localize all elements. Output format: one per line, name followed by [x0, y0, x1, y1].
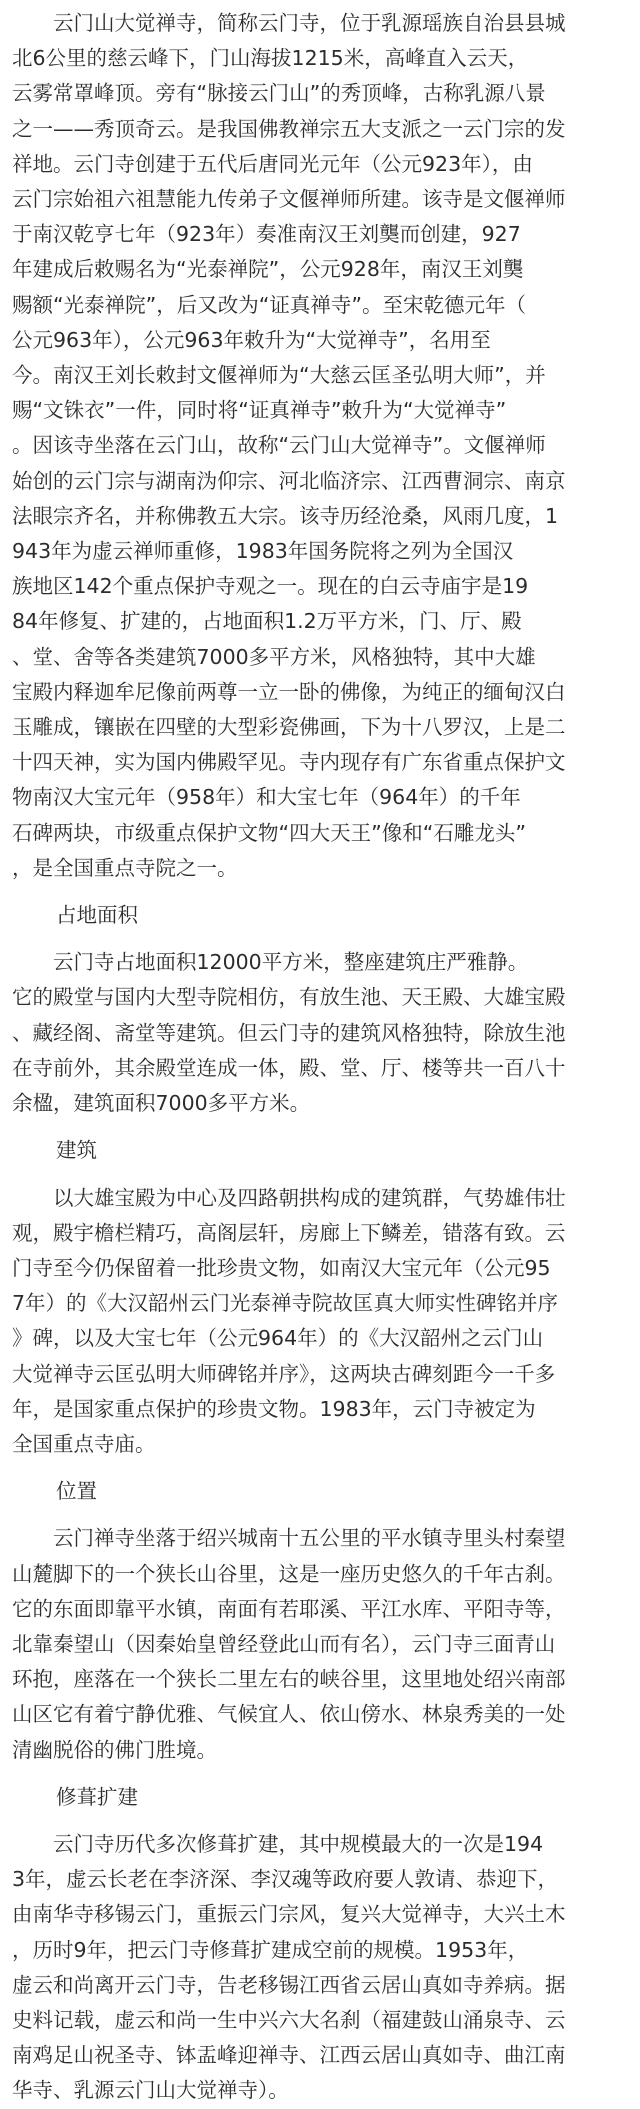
text-line: 云门宗始祖六祖慧能九传弟子文偃禅师所建。该寺是文偃禅师 — [12, 187, 566, 212]
text-line: 于南汉乾亨七年（923年）奏准南汉王刘龑而创建，927 — [12, 222, 521, 247]
text-line: 全国重点寺庙。 — [12, 1431, 156, 1456]
text-line: 祥地。云门寺创建于五代后唐同光元年（公元923年），由 — [12, 151, 533, 176]
text-line: 物南汉大宝元年（958年）和大宝七年（964年）的千年 — [12, 785, 521, 810]
renovation-paragraph — [12, 1827, 628, 2109]
text-line: 山区它有着宁静优雅、气候宜人、依山傍水、林泉秀美的一处 — [12, 1702, 566, 1727]
text-line: 观，殿宇檐栏精巧，高阁层轩，房廊上下鳞差，错落有致。云 — [12, 1220, 566, 1245]
text-line: 门寺至今仍保留着一批珍贵文物，如南汉大宝元年（公元95 — [12, 1255, 551, 1280]
text-line: ，历时9年，把云门寺修葺扩建成空前的规模。1953年， — [12, 1937, 529, 1962]
text-line: 、堂、舍等各类建筑7000多平方米，风格独特，其中大雄 — [12, 644, 536, 669]
text-line: 南鸡足山祝圣寺、钵盂峰迎禅寺、江西云居山真如寺、曲江南 — [12, 2043, 566, 2068]
text-line: 余楹，建筑面积7000多平方米。 — [12, 1091, 311, 1116]
text-line: 族地区142个重点保护寺观之一。现在的白云寺庙宇是19 — [12, 574, 529, 599]
text-line: 、藏经阁、斋堂等建筑。但云门寺的建筑风格独特，除放生池 — [12, 1020, 566, 1045]
text-line: 清幽脱俗的佛门胜境。 — [12, 1737, 217, 1762]
text-line: 石碑两块，市级重点保护文物“四大天王”像和“石雕龙头” — [12, 820, 526, 845]
text-line: 它的殿堂与国内大型寺院相仿，有放生池、天王殿、大雄宝殿 — [12, 985, 566, 1010]
text-line: 以大雄宝殿为中心及四路朝拱构成的建筑群，气势雄伟壮 — [12, 1185, 566, 1210]
text-line: 始创的云门宗与湖南沩仰宗、河北临济宗、江西曹洞宗、南京 — [12, 468, 566, 493]
section-heading-area: 占地面积 — [56, 903, 138, 928]
text-line: 华寺、乳源云门山大觉禅寺）。 — [12, 2078, 289, 2103]
text-line: 史料记载，虚云和尚一生中兴六大名刹（福建鼓山涌泉寺、云 — [12, 2007, 566, 2032]
text-line: 法眼宗齐名，并称佛教五大宗。该寺历经沧桑，风雨几度，1 — [12, 503, 559, 528]
text-line: 943年为虚云禅师重修，1983年国务院将之列为全国汉 — [12, 539, 514, 564]
text-line: 之一——秀顶奇云。是我国佛教禅宗五大支派之一云门宗的发 — [12, 116, 566, 141]
section-heading-architecture: 建筑 — [56, 1138, 97, 1163]
area-paragraph — [12, 945, 628, 1121]
section-heading-location: 位置 — [56, 1479, 97, 1504]
text-line: 大觉禅寺云匡弘明大师碑铭并序》，这两块古碑刻距今一千多 — [12, 1361, 556, 1386]
text-line: 赐“文铢衣”一件，同时将“证真禅寺”敕升为“大觉禅寺” — [12, 398, 507, 423]
architecture-paragraph — [12, 1181, 628, 1463]
text-line: 由南华寺移锡云门，重振云门宗风，复兴大觉禅寺，大兴土木 — [12, 1902, 566, 1927]
text-line: 北6公里的慈云峰下，门山海拔1215米，高峰直入云天， — [12, 46, 529, 71]
text-line: 虚云和尚离开云门寺，告老移锡江西省云居山真如寺养病。据 — [12, 1972, 566, 1997]
text-line: 在寺前外，其余殿堂连成一体，殿、堂、厅、楼等共一百八十 — [12, 1055, 566, 1080]
text-line: 赐额“光泰禅院”，后又改为“证真禅寺”。至宋乾德元年（ — [12, 292, 526, 317]
text-line: 云雾常罩峰顶。旁有“脉接云门山”的秀顶峰，古称乳源八景 — [12, 81, 546, 106]
text-line: 十四天神，实为国内佛殿罕见。寺内现存有广东省重点保护文 — [12, 750, 566, 775]
text-line: 云门山大觉禅寺，简称云门寺，位于乳源瑶族自治县县城 — [12, 11, 566, 35]
text-line: 》碑，以及大宝七年（公元964年）的《大汉韶州之云门山 — [12, 1326, 544, 1351]
text-line: 公元963年），公元963年敕升为“大觉禅寺”，名用至 — [12, 327, 491, 352]
text-line: 云门禅寺坐落于绍兴城南十五公里的平水镇寺里头村秦望 — [12, 1526, 566, 1551]
text-line: ，是全国重点寺院之一。 — [12, 855, 238, 880]
text-line: 。因该寺坐落在云门山，故称“云门山大觉禅寺”。文偃禅师 — [12, 433, 546, 458]
text-line: 山麓脚下的一个狭长山谷里，这是一座历史悠久的千年古刹。 — [12, 1561, 566, 1586]
text-line: 它的东面即靠平水镇，南面有若耶溪、平江水库、平阳寺等， — [12, 1596, 566, 1621]
section-heading-renovation: 修葺扩建 — [56, 1784, 138, 1809]
text-line: 北靠秦望山（因秦始皇曾经登此山而有名），云门寺三面青山 — [12, 1631, 556, 1656]
text-line: 年，是国家重点保护的珍贵文物。1983年，云门寺被定为 — [12, 1396, 536, 1421]
text-line: 环抱，座落在一个狭长二里左右的峡谷里，这里地处绍兴南部 — [12, 1667, 566, 1692]
intro-paragraph — [12, 6, 628, 886]
text-line: 3年，虚云长老在李济深、李汉魂等政府要人敦请、恭迎下， — [12, 1867, 559, 1892]
text-line: 年建成后敕赐名为“光泰禅院”，公元928年，南汉王刘龑 — [12, 257, 524, 282]
text-line: 宝殿内释迦牟尼像前两尊一立一卧的佛像，为纯正的缅甸汉白 — [12, 679, 566, 704]
text-line: 今。南汉王刘长敕封文偃禅师为“大慈云匡圣弘明大师”，并 — [12, 363, 546, 388]
text-line: 玉雕成，镶嵌在四壁的大型彩瓷佛画，下为十八罗汉，上是二 — [12, 715, 566, 740]
text-line: 7年）的《大汉韶州云门光泰禅寺院故匡真大师实性碑铭并序 — [12, 1291, 559, 1316]
location-paragraph — [12, 1521, 628, 1767]
text-line: 云门寺历代多次修葺扩建，其中规模最大的一次是194 — [12, 1831, 544, 1856]
text-line: 云门寺占地面积12000平方米，整座建筑庄严雅静。 — [12, 950, 529, 975]
text-line: 84年修复、扩建的，占地面积1.2万平方米，门、厅、殿 — [12, 609, 522, 634]
